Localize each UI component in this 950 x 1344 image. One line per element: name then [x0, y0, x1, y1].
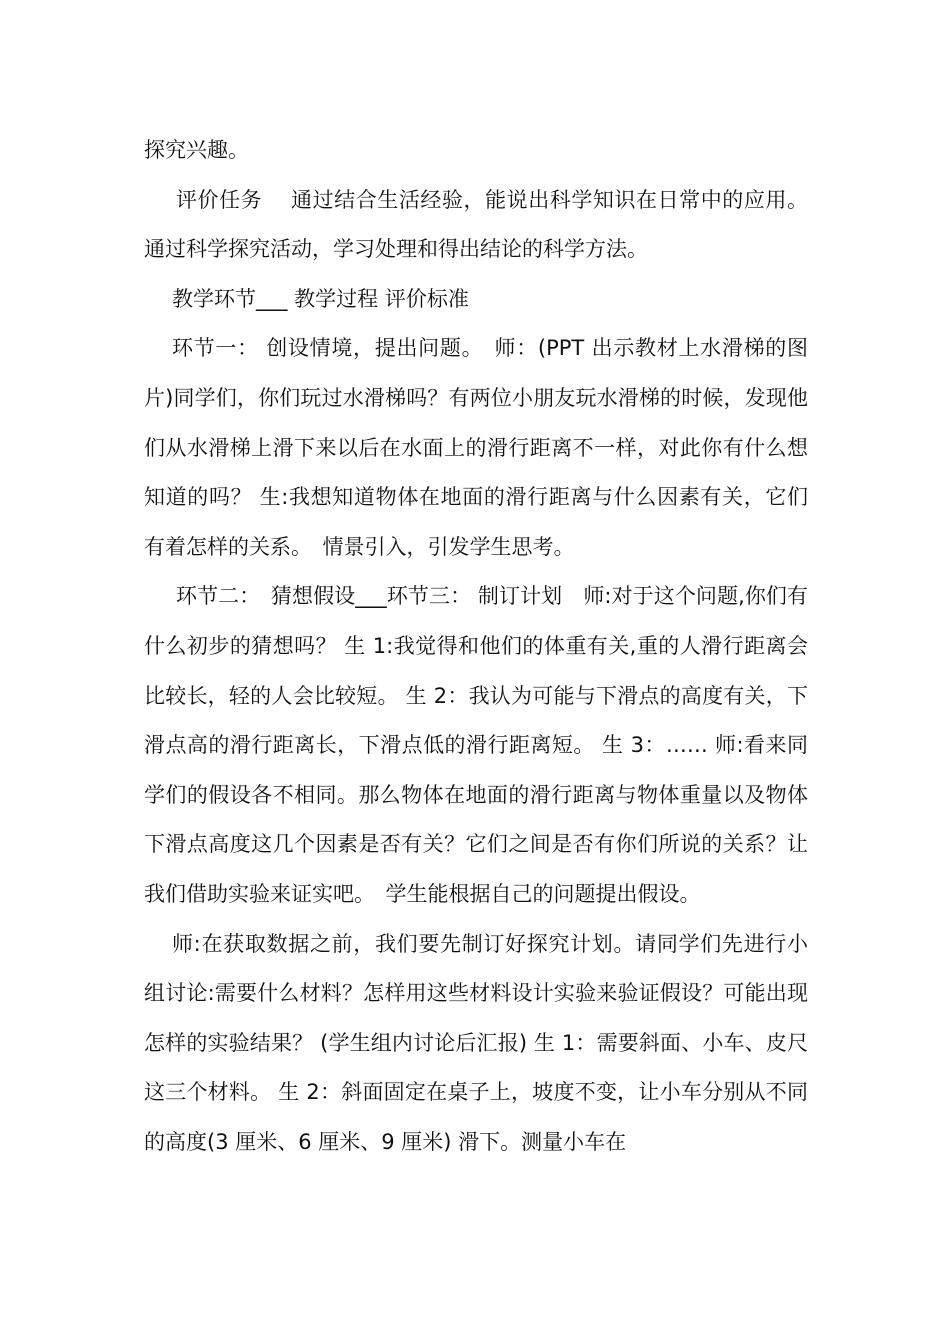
paragraph-2: 评价任务 通过结合生活经验，能说出科学知识在日常中的应用。 通过科学探究活动，学习处理和得出结论的科学方法。 — [144, 187, 808, 262]
paragraph-4: 环节一： 创设情境，提出问题。 师：(PPT 出示教材上水滑梯的图片)同学们，你们玩过水滑梯吗？有两位小朋友玩水滑梯的时候，发现他们从水滑梯上滑下来以后在水面上的滑行距离不一样，对此你有什么想知道的吗？ 生:我想知道物体在地面的滑行距离与什么因素有关，它们有着怎样的关系。 情景引入，引发学生思考。 — [144, 336, 808, 559]
document-body — [144, 126, 808, 1167]
paragraph-5: 环节二： 猜想假设___环节三： 制订计划 师:对于这个问题,你们有什么初步的猜想吗？ 生 1:我觉得和他们的体重有关,重的人滑行距离会比较长，轻的人会比较短。 生 2：我认为可能与下滑点的高度有关，下滑点高的滑行距离长，下滑点低的滑行距离短。 生 3：…… 师:看来同学们的假设各不相同。那么物体在地面的滑行距离与物体重量以及物体下滑点高度这几个因素是否有关？它们之间是否有你们所说的关系？让我们借助实验来证实吧。 学生能根据自己的问题提出假设。 — [144, 584, 808, 906]
paragraph-6: 师:在获取数据之前，我们要先制订好探究计划。请同学们先进行小组讨论:需要什么材料？怎样用这些材料设计实验来验证假设？可能出现怎样的实验结果？ (学生组内讨论后汇报) 生 1：需要斜面、小车、皮尺这三个材料。 生 2：斜面固定在桌子上，坡度不变，让小车分别从不同的高度(3 厘米、6 厘米、9 厘米) 滑下。测量小车在 — [144, 931, 808, 1154]
paragraph-1: 探究兴趣。 — [144, 138, 249, 162]
paragraph-3: 教学环节___ 教学过程 评价标准 — [172, 286, 469, 311]
